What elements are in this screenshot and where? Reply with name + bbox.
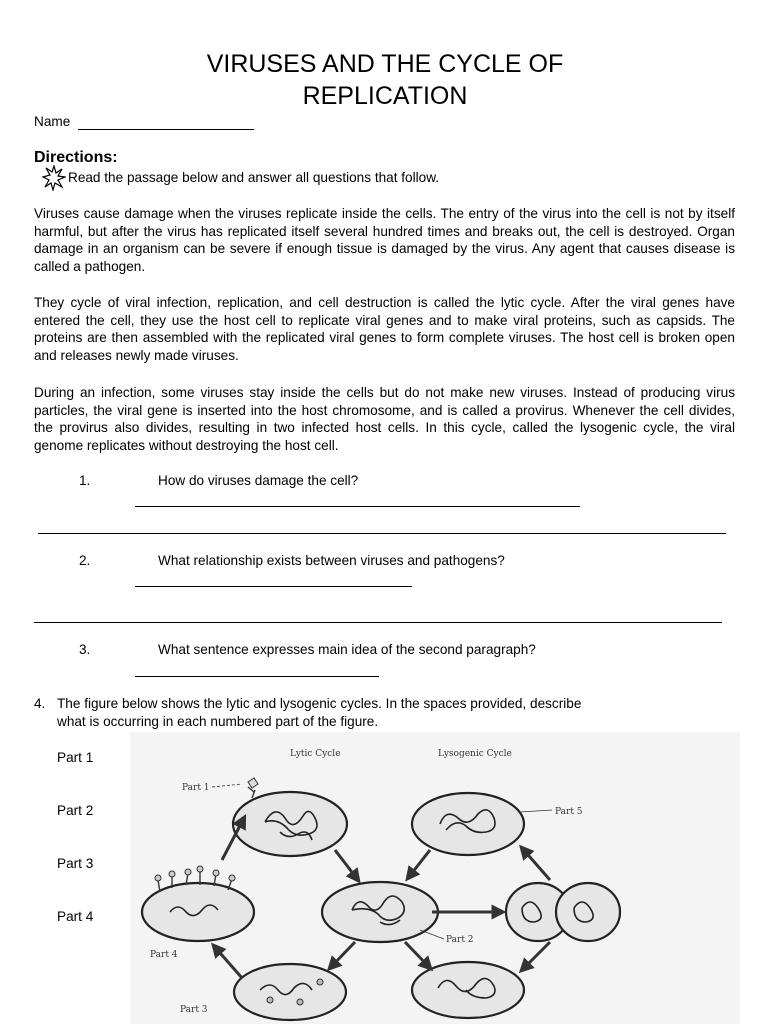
directions-heading: Directions:: [34, 149, 118, 166]
replicating-cell: [234, 964, 346, 1020]
figure-part-2-label: Part 2: [446, 935, 474, 945]
part-2-label: Part 2: [57, 803, 94, 818]
lysogenic-cell-provirus: [412, 793, 524, 855]
name-blank-line[interactable]: [78, 129, 254, 130]
question-1-text: How do viruses damage the cell?: [158, 473, 359, 488]
paragraph-3: During an infection, some viruses stay inside the cells but do not make new viruses. Instead of producing virus particles, the viral gene is inserted into the host chromosome, and is called a provirus. Whenever the cell divides, the provirus also divides, resulting in two infected host cells. In this cycle, called the lysogenic cycle, the viral genome replicates without destroying the host cell.: [34, 385, 735, 453]
cycle-figure: [130, 732, 740, 1024]
answer-line[interactable]: [135, 506, 580, 507]
question-2-text: What relationship exists between viruses and pathogens?: [158, 553, 505, 568]
paragraph-2: They cycle of viral infection, replication, and cell destruction is called the lytic cycle. After the viral genes have entered the cell, they use the host cell to replicate viral genes and to make viral proteins, such as capsids. The proteins are then assembled with the replicated viral genes to form complete viruses. The host cell is broken open and releases newly made viruses.: [34, 295, 735, 363]
lytic-cycle-label: Lytic Cycle: [290, 749, 341, 759]
answer-line[interactable]: [34, 622, 722, 623]
question-4-number: 4.: [34, 696, 46, 711]
part-4-label: Part 4: [57, 909, 94, 924]
question-1-number: 1.: [79, 473, 91, 488]
lysogenic-daughter-cell: [412, 962, 524, 1018]
figure-part-3-label: Part 3: [180, 1005, 208, 1015]
figure-part-5-label: Part 5: [555, 807, 583, 817]
directions-text: Read the passage below and answer all questions that follow.: [68, 170, 440, 185]
answer-line[interactable]: [135, 676, 379, 677]
answer-line[interactable]: [38, 533, 726, 534]
lysogenic-cycle-label: Lysogenic Cycle: [438, 749, 512, 759]
name-label: Name: [34, 114, 71, 129]
page-title-line-1: VIRUSES AND THE CYCLE OF: [206, 50, 564, 78]
question-4-line-2: what is occurring in each numbered part of the figure.: [57, 714, 379, 729]
answer-line[interactable]: [135, 586, 412, 587]
question-4-line-1: The figure below shows the lytic and lysogenic cycles. In the spaces provided, describe: [57, 696, 582, 711]
part-1-label: Part 1: [57, 750, 94, 765]
middle-cell: [322, 882, 438, 942]
figure-part-4-label: Part 4: [150, 950, 178, 960]
paragraph-1: Viruses cause damage when the viruses replicate inside the cells. The entry of the virus into the cell is not by itself harmful, but after the virus has replicated itself several hundred times and breaks out, the cell is destroyed. Organ damage in an organism can be severe if enough tissue is damaged by the virus. Any agent that causes disease is called a pathogen.: [34, 206, 735, 274]
part-3-label: Part 3: [57, 856, 94, 871]
question-2-number: 2.: [79, 553, 91, 568]
figure-part-1-label: Part 1: [182, 783, 210, 793]
starburst-icon: [42, 165, 66, 191]
question-3-number: 3.: [79, 642, 91, 657]
question-3-text: What sentence expresses main idea of the second paragraph?: [158, 642, 536, 657]
page-title-line-2: REPLICATION: [302, 82, 468, 110]
